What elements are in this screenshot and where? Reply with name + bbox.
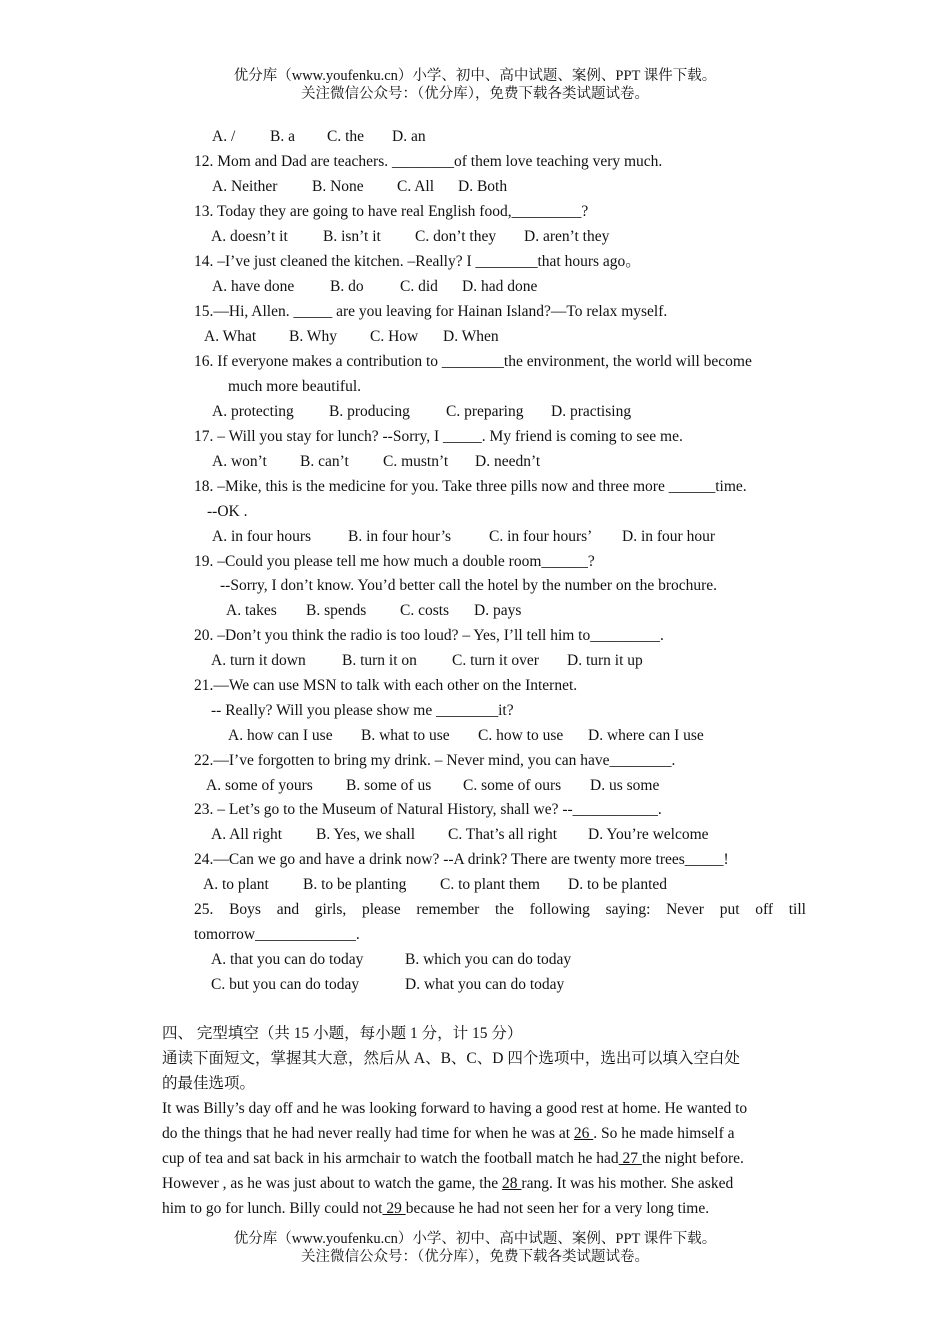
q25-word: Boys <box>229 901 261 918</box>
q25-stem <box>194 900 806 920</box>
q12-option-d: D. Both <box>458 178 508 195</box>
q16-option-c: C. preparing <box>446 403 524 420</box>
q13-option-c: C. don’t they <box>415 228 497 245</box>
q15-stem: 15.—Hi, Allen. _____ are you leaving for Hainan Island?—To relax myself. <box>194 303 668 320</box>
q18-stem: 18. –Mike, this is the medicine for you. Take three pills now and three more ______time. <box>194 478 747 495</box>
q21-stem: 21.—We can use MSN to talk with each other on the Internet. <box>194 677 578 694</box>
q25-stem-cont: tomorrow_____________. <box>194 926 360 943</box>
q24-option-d: D. to be planted <box>568 876 668 893</box>
passage-text: rang. It was his mother. She asked <box>521 1175 734 1192</box>
q17-option-a: A. won’t <box>212 453 267 470</box>
blank-29: 29 <box>382 1200 406 1217</box>
q16-option-d: D. practising <box>551 403 632 420</box>
q18-options <box>212 527 715 547</box>
footer-line-2: 关注微信公众号：（优分库），免费下载各类试题试卷。 <box>301 1249 649 1265</box>
q13-option-b: B. isn’t it <box>323 228 381 245</box>
q20-options <box>211 651 643 671</box>
passage-text: . So he made himself a <box>593 1125 735 1142</box>
q21-option-d: D. where can I use <box>588 727 704 744</box>
q25-word: put <box>719 901 740 918</box>
q24-option-c: C. to plant them <box>440 876 540 893</box>
blank-27: 27 <box>618 1150 642 1167</box>
q24-option-b: B. to be planting <box>303 876 407 893</box>
q18-option-b: B. in four hour’s <box>348 528 452 545</box>
q16-options <box>212 402 631 422</box>
q20-option-d: D. turn it up <box>567 652 643 669</box>
q23-options <box>211 825 709 845</box>
q16-option-b: B. producing <box>329 403 410 420</box>
q17-stem: 17. – Will you stay for lunch? --Sorry, I _____. My friend is coming to see me. <box>194 428 683 445</box>
q19-options <box>226 601 521 621</box>
q17-option-c: C. mustn’t <box>383 453 449 470</box>
q20-stem: 20. –Don’t you think the radio is too loud? – Yes, I’ll tell him to_________. <box>194 627 664 644</box>
q23-option-d: D. You’re welcome <box>588 826 709 843</box>
passage-text: because he had not seen her for a very long time. <box>405 1200 710 1217</box>
passage-line-2 <box>162 1121 807 1146</box>
q14-option-b: B. do <box>330 278 364 295</box>
q19-stem: 19. –Could you please tell me how much a double room______? <box>194 553 595 570</box>
q12-options <box>212 177 507 197</box>
q17-options <box>212 452 540 472</box>
q19-stem-cont: --Sorry, I don’t know. You’d better call the hotel by the number on the brochure. <box>220 577 718 594</box>
q11-option-c: C. the <box>327 128 365 145</box>
q20-option-b: B. turn it on <box>342 652 417 669</box>
q14-option-c: C. did <box>400 278 438 295</box>
q12-option-b: B. None <box>312 178 364 195</box>
q25-word: 25. <box>194 901 214 918</box>
q25-option-c: C. but you can do today <box>211 976 360 993</box>
q14-option-a: A. have done <box>212 278 295 295</box>
footer-line-1: 优分库（www.youfenku.cn）小学、初中、高中试题、案例、PPT 课件下载。 <box>233 1231 717 1247</box>
section-instructions-cont: 的最佳选项。 <box>162 1075 256 1092</box>
page-footer <box>0 1230 950 1266</box>
q25-options-row1 <box>211 950 571 970</box>
q22-stem: 22.—I’ve forgotten to bring my drink. – Never mind, you can have________. <box>194 752 676 769</box>
q24-options <box>203 875 667 895</box>
q20-option-c: C. turn it over <box>452 652 539 669</box>
q13-stem: 13. Today they are going to have real English food,_________? <box>194 203 589 220</box>
q14-options <box>212 277 537 297</box>
q12-option-a: A. Neither <box>212 178 278 195</box>
blank-28: 28 <box>502 1175 522 1192</box>
q25-option-d: D. what you can do today <box>405 976 565 993</box>
q21-option-c: C. how to use <box>478 727 564 744</box>
q15-option-a: A. What <box>204 328 257 345</box>
q23-option-c: C. That’s all right <box>448 826 558 843</box>
q22-option-b: B. some of us <box>346 777 432 794</box>
q15-option-d: D. When <box>443 328 499 345</box>
q19-option-d: D. pays <box>474 602 522 619</box>
q13-option-a: A. doesn’t it <box>211 228 288 245</box>
q15-option-b: B. Why <box>289 328 337 345</box>
q24-stem: 24.—Can we go and have a drink now? --A drink? There are twenty more trees_____! <box>194 851 729 868</box>
q21-options <box>228 726 704 746</box>
q25-word: please <box>361 901 401 918</box>
q19-option-c: C. costs <box>400 602 450 619</box>
q14-stem: 14. –I’ve just cleaned the kitchen. –Really? I ________that hours ago。 <box>194 253 641 270</box>
q25-word: girls, <box>314 901 347 918</box>
q25-word: Never <box>666 901 704 918</box>
q12-option-c: C. All <box>397 178 435 195</box>
passage-line-3 <box>162 1146 807 1171</box>
q25-option-b: B. which you can do today <box>405 951 572 968</box>
q11-option-d: D. an <box>392 128 426 145</box>
header-line-1: 优分库（www.youfenku.cn）小学、初中、高中试题、案例、PPT 课件下载。 <box>233 68 717 84</box>
q25-word: till <box>788 901 806 918</box>
q25-option-a: A. that you can do today <box>211 951 364 968</box>
q25-word: the <box>494 901 514 918</box>
q23-stem: 23. – Let’s go to the Museum of Natural History, shall we? --___________. <box>194 801 662 818</box>
passage-text: cup of tea and sat back in his armchair to watch the football match he had <box>162 1150 619 1167</box>
q25-word: following <box>529 901 590 918</box>
q21-stem-cont: -- Really? Will you please show me ________it? <box>211 702 514 719</box>
q20-option-a: A. turn it down <box>211 652 306 669</box>
q17-option-d: D. needn’t <box>475 453 541 470</box>
q15-options <box>204 327 499 347</box>
q23-option-a: A. All right <box>211 826 283 843</box>
passage-text: him to go for lunch. Billy could not <box>162 1200 383 1217</box>
section-instructions: 通读下面短文，掌握其大意，然后从 A、B、C、D 四个选项中，选出可以填入空白处 <box>162 1050 740 1067</box>
q22-options <box>206 776 659 796</box>
passage-line-4 <box>162 1171 807 1196</box>
passage-line-5 <box>162 1196 807 1221</box>
q12-stem: 12. Mom and Dad are teachers. ________of them love teaching very much. <box>194 153 663 170</box>
q19-option-a: A. takes <box>226 602 277 619</box>
q18-stem-cont: --OK . <box>207 503 248 520</box>
q21-option-b: B. what to use <box>361 727 450 744</box>
q11-option-b: B. a <box>270 128 295 145</box>
q21-option-a: A. how can I use <box>228 727 333 744</box>
q22-option-c: C. some of ours <box>463 777 562 794</box>
q18-option-d: D. in four hour <box>622 528 715 545</box>
page-header <box>0 67 950 103</box>
q25-word: off <box>755 901 774 918</box>
q25-options-row2 <box>211 975 564 995</box>
q22-option-d: D. us some <box>590 777 660 794</box>
section-title: 四、 完型填空（共 15 小题，每小题 1 分，计 15 分） <box>162 1025 523 1042</box>
q25-word: and <box>276 901 300 918</box>
q11-options <box>212 127 426 147</box>
q17-option-b: B. can’t <box>300 453 349 470</box>
q18-option-a: A. in four hours <box>212 528 312 545</box>
q25-word: saying: <box>605 901 651 918</box>
q16-stem-cont: much more beautiful. <box>228 378 361 395</box>
cloze-passage <box>162 1096 807 1221</box>
blank-26: 26 <box>573 1125 594 1142</box>
q18-option-c: C. in four hours’ <box>489 528 593 545</box>
q23-option-b: B. Yes, we shall <box>316 826 416 843</box>
q14-option-d: D. had done <box>462 278 538 295</box>
q19-option-b: B. spends <box>306 602 367 619</box>
passage-line-1: It was Billy’s day off and he was looking forward to having a good rest at home. He wanted to <box>162 1100 748 1117</box>
q22-option-a: A. some of yours <box>206 777 313 794</box>
passage-text: do the things that he had never really had time for when he was at <box>162 1125 574 1142</box>
passage-text: However , as he was just about to watch the game, the <box>162 1175 503 1192</box>
q16-option-a: A. protecting <box>212 403 294 420</box>
q25-word: remember <box>416 901 480 918</box>
q13-options <box>211 227 609 247</box>
q13-option-d: D. aren’t they <box>524 228 610 245</box>
q11-option-a: A. / <box>212 128 236 145</box>
passage-text: the night before. <box>641 1150 744 1167</box>
q16-stem: 16. If everyone makes a contribution to ________the environment, the world will become <box>194 353 752 370</box>
q15-option-c: C. How <box>370 328 419 345</box>
q24-option-a: A. to plant <box>203 876 269 893</box>
header-line-2: 关注微信公众号：（优分库），免费下载各类试题试卷。 <box>301 86 649 102</box>
